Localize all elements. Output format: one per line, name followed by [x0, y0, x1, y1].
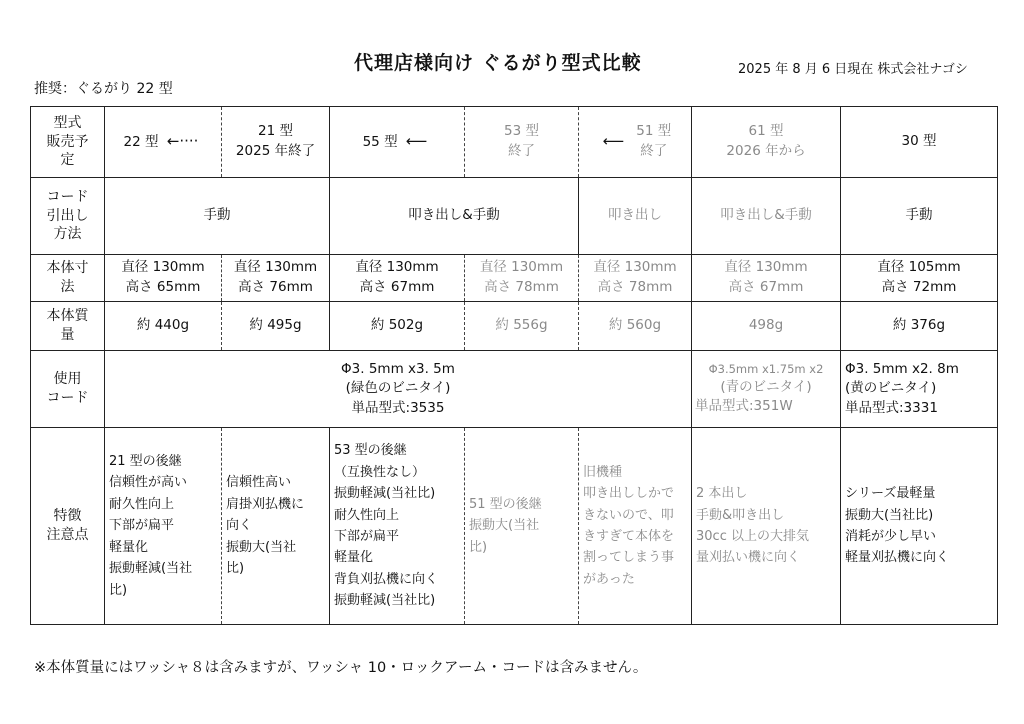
cord-method-55-53: 叩き出し&手動 — [330, 178, 579, 255]
size-22: 直径 130mm 高さ 65mm — [105, 255, 222, 302]
cord-method-61: 叩き出し&手動 — [692, 178, 841, 255]
feature-line: 軽量化 — [334, 550, 374, 566]
feature-line: 耐久性向上 — [334, 507, 400, 523]
weight-21: 約 495g — [222, 302, 330, 351]
feature-line: 下部が扁平 — [109, 518, 175, 534]
model-30: 30 型 — [841, 107, 998, 178]
date-company: 2025 年 8 月 6 日現在 株式会社ナゴシ — [738, 62, 968, 77]
weight-55: 約 502g — [330, 302, 465, 351]
row-cord-method — [31, 178, 998, 255]
cord-method-22-21: 手動 — [105, 178, 330, 255]
arrow-left-icon: ⟵ — [602, 132, 625, 151]
features-53 — [465, 428, 579, 625]
feature-line: 振動軽減(当社比) — [334, 486, 436, 502]
weight-53: 約 556g — [465, 302, 579, 351]
feature-line: （互換性なし） — [334, 464, 426, 480]
features-22 — [105, 428, 222, 625]
feature-line: 信頼性が高い — [109, 475, 188, 491]
page-title: 代理店様向け ぐるがり型式比較 — [354, 52, 642, 74]
weight-51: 約 560g — [579, 302, 692, 351]
feature-line: 2 本出し — [696, 486, 748, 502]
model-61: 61 型 2026 年から — [692, 107, 841, 178]
model-22: 22 型 ←···· — [105, 107, 222, 178]
row-features — [31, 428, 998, 625]
feature-line: があった — [583, 571, 635, 587]
feature-line: 背負刈払機に向く — [334, 571, 439, 587]
feature-line: 割ってしまう事 — [583, 550, 675, 566]
features-51 — [579, 428, 692, 625]
feature-line: 51 型の後継 — [469, 496, 542, 512]
feature-line: 肩掛刈払機に — [226, 496, 305, 512]
features-21 — [222, 428, 330, 625]
feature-line: 下部が扁平 — [334, 529, 400, 544]
feature-line: 振動軽減(当社 — [109, 561, 193, 577]
feature-line: 比) — [469, 539, 488, 555]
label-use-cord: 使用 コード — [31, 351, 105, 428]
feature-line: 量刈払い機に向く — [696, 550, 801, 566]
use-cord-green: Φ3. 5mm x3. 5m (緑色のビニタイ) 単品型式:3535 — [105, 351, 692, 428]
feature-line: 信頼性高い — [226, 475, 292, 491]
feature-line: きすぎて本体を — [583, 529, 675, 544]
features-61 — [692, 428, 841, 625]
size-53: 直径 130mm 高さ 78mm — [465, 255, 579, 302]
features-30 — [841, 428, 998, 625]
size-61: 直径 130mm 高さ 67mm — [692, 255, 841, 302]
feature-line: 比) — [109, 582, 128, 598]
cord-method-30: 手動 — [841, 178, 998, 255]
arrow-left-icon: ←···· — [166, 132, 199, 151]
feature-line: 旧機種 — [583, 464, 623, 480]
feature-line: 21 型の後継 — [109, 453, 182, 469]
model-55: 55 型 ⟵ — [330, 107, 465, 178]
feature-line: 53 型の後継 — [334, 443, 407, 459]
recommendation: 推奨：ぐるがり 22 型 — [34, 81, 173, 97]
use-cord-blue: Φ3.5mm x1.75m x2 (青のビニタイ) 単品型式:351W — [692, 351, 841, 428]
feature-line: 振動大(当社 — [469, 518, 540, 534]
row-model — [31, 107, 998, 178]
feature-line: 振動大(当社比) — [845, 507, 934, 523]
label-size: 本体寸 法 — [31, 255, 105, 302]
feature-line: 向く — [226, 518, 253, 534]
model-53: 53 型 終了 — [465, 107, 579, 178]
arrow-left-icon: ⟵ — [405, 132, 428, 151]
size-30: 直径 105mm 高さ 72mm — [841, 255, 998, 302]
row-weight — [31, 302, 998, 351]
feature-line: 耐久性向上 — [109, 496, 175, 512]
footnote: ※本体質量にはワッシャ８は含みますが、ワッシャ 10・ロックアーム・コードは含みません。 — [34, 660, 648, 676]
size-21: 直径 130mm 高さ 76mm — [222, 255, 330, 302]
row-size — [31, 255, 998, 302]
feature-line: 手動&叩き出し — [696, 507, 785, 523]
model-21: 21 型 2025 年終了 — [222, 107, 330, 178]
features-55 — [330, 428, 465, 625]
feature-line: 振動大(当社 — [226, 539, 297, 555]
weight-22: 約 440g — [105, 302, 222, 351]
feature-line: 軽量刈払機に向く — [845, 550, 950, 566]
feature-line: 叩き出ししかで — [583, 486, 675, 502]
comparison-table — [30, 106, 998, 625]
feature-line: 比) — [226, 561, 245, 577]
size-51: 直径 130mm 高さ 78mm — [579, 255, 692, 302]
row-use-cord — [31, 351, 998, 428]
weight-61: 498g — [692, 302, 841, 351]
size-55: 直径 130mm 高さ 67mm — [330, 255, 465, 302]
weight-30: 約 376g — [841, 302, 998, 351]
feature-line: 消耗が少し早い — [845, 529, 937, 544]
feature-line: 軽量化 — [109, 539, 149, 555]
label-model: 型式 販売予 定 — [31, 107, 105, 178]
feature-line: 30cc 以上の大排気 — [696, 529, 809, 544]
use-cord-yellow: Φ3. 5mm x2. 8m (黄のビニタイ) 単品型式:3331 — [841, 351, 998, 428]
label-weight: 本体質 量 — [31, 302, 105, 351]
cord-method-51: 叩き出し — [579, 178, 692, 255]
feature-line: きないので、叩 — [583, 507, 674, 523]
feature-line: シリーズ最軽量 — [845, 486, 936, 502]
label-features: 特徴 注意点 — [31, 428, 105, 625]
feature-line: 振動軽減(当社比) — [334, 593, 436, 609]
model-51: ⟵ 51 型 終了 — [579, 107, 692, 178]
label-cord-method: コード 引出し 方法 — [31, 178, 105, 255]
